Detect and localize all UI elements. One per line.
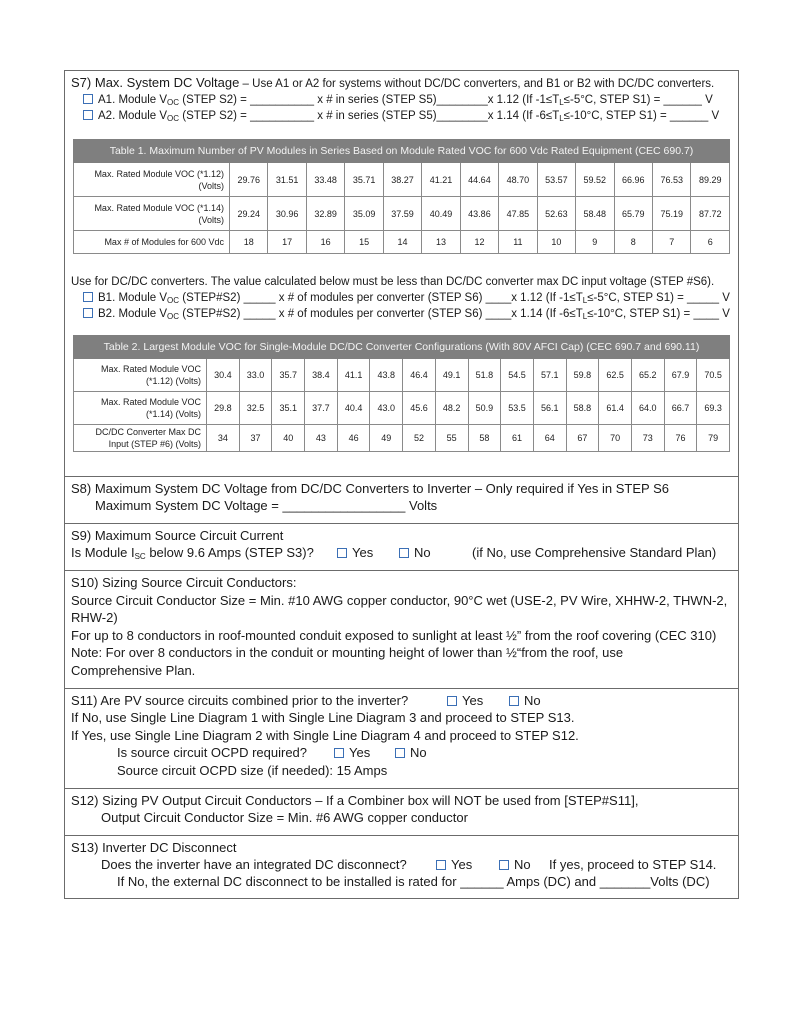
table1 — [73, 139, 730, 254]
s13-yes-label: Yes — [451, 857, 473, 872]
table2-cell: 79 — [697, 425, 730, 452]
table1-row — [74, 163, 730, 197]
table2-cell: 48.2 — [435, 392, 468, 425]
s13-line1: S13) Inverter DC Disconnect — [71, 840, 237, 855]
s11-line2: If No, use Single Line Diagram 1 with Single Line Diagram 3 and proceed to STEP S13. — [71, 710, 575, 725]
s11-question2: Is source circuit OCPD required? — [117, 745, 308, 760]
s11-ocpd-yes-checkbox[interactable] — [334, 748, 344, 758]
table2-cell: 40.4 — [337, 392, 370, 425]
table1-cell: 16 — [306, 231, 344, 254]
table1-cell: 31.51 — [268, 163, 306, 197]
table1-cell: 58.48 — [576, 197, 614, 231]
table1-cell: 37.59 — [383, 197, 421, 231]
table2-cell: 45.6 — [403, 392, 436, 425]
table1-row-label: Max # of Modules for 600 Vdc — [74, 231, 230, 254]
table1-cell: 29.24 — [230, 197, 268, 231]
table1-cell: 13 — [422, 231, 460, 254]
table2-cell: 66.7 — [664, 392, 697, 425]
table2-cell: 54.5 — [501, 359, 534, 392]
table1-cell: 35.71 — [345, 163, 383, 197]
table1-caption: Table 1. Maximum Number of PV Modules in Series Based on Module Rated VOC for 600 Vdc Rated Equipment (CEC 690.7) — [74, 140, 730, 163]
table2-cell: 29.8 — [207, 392, 240, 425]
table1-cell: 48.70 — [499, 163, 537, 197]
table2-cell: 37 — [239, 425, 272, 452]
table2-caption: Table 2. Largest Module VOC for Single-Module DC/DC Converter Configurations (With 80V AFCI Cap) (CEC 690.7 and 690.11) — [74, 336, 730, 359]
table1-cell: 33.48 — [306, 163, 344, 197]
table2-cell: 34 — [207, 425, 240, 452]
b2-pre: B2. Module V — [98, 308, 168, 320]
s11-yes-checkbox[interactable] — [447, 696, 457, 706]
b1-sub: OC — [167, 296, 180, 305]
table1-row-label: Max. Rated Module VOC (*1.14) (Volts) — [74, 197, 230, 231]
table1-cell: 53.57 — [537, 163, 575, 197]
table1-cell: 59.52 — [576, 163, 614, 197]
s9-yes-option[interactable] — [337, 544, 373, 561]
table2-cell: 32.5 — [239, 392, 272, 425]
s13-yes-option[interactable] — [436, 856, 472, 873]
table2-cell: 43.8 — [370, 359, 403, 392]
table2-cell: 46 — [337, 425, 370, 452]
table1-cell: 29.76 — [230, 163, 268, 197]
table1-cell: 17 — [268, 231, 306, 254]
table2-cell: 70 — [599, 425, 632, 452]
s11-ocpd-no-option[interactable] — [395, 744, 427, 761]
table1-cell: 52.63 — [537, 197, 575, 231]
table2-cell: 37.7 — [305, 392, 338, 425]
table2-cell: 40 — [272, 425, 305, 452]
table2-row — [74, 359, 730, 392]
s13-no-option[interactable] — [499, 856, 531, 873]
table2-cell: 61.4 — [599, 392, 632, 425]
table1-cell: 43.86 — [460, 197, 498, 231]
table1-row — [74, 197, 730, 231]
table1-cell: 15 — [345, 231, 383, 254]
s12-line2: Output Circuit Conductor Size = Min. #6 AWG copper conductor — [101, 810, 468, 825]
table2-cell: 50.9 — [468, 392, 501, 425]
s11-no-checkbox[interactable] — [509, 696, 519, 706]
b2-sub2: L — [582, 312, 588, 321]
table2-cell: 67.9 — [664, 359, 697, 392]
b1-pre: B1. Module V — [98, 292, 168, 304]
table1-cell: 18 — [230, 231, 268, 254]
s11-yes-option[interactable] — [447, 692, 483, 709]
table2-cell: 70.5 — [697, 359, 730, 392]
s12-line1: S12) Sizing PV Output Circuit Conductors – If a Combiner box will NOT be used from [STEP#S11], — [71, 793, 639, 808]
s7-a2-row — [83, 108, 719, 127]
s9-note: (if No, use Comprehensive Standard Plan) — [472, 545, 717, 560]
table2-cell: 58.8 — [566, 392, 599, 425]
a2-checkbox[interactable] — [83, 110, 93, 120]
a1-sub2: L — [559, 98, 564, 107]
table2-cell: 65.2 — [631, 359, 664, 392]
table2-cell: 49 — [370, 425, 403, 452]
table1-cell: 9 — [576, 231, 614, 254]
a1-post: ≤-5°C, STEP S1) = ______ V — [563, 94, 713, 106]
table1-cell: 47.85 — [499, 197, 537, 231]
table2-cell: 57.1 — [533, 359, 566, 392]
b2-post: ≤-10°C, STEP S1) = ____ V — [587, 308, 730, 320]
table1-cell: 7 — [652, 231, 690, 254]
b1-checkbox[interactable] — [83, 292, 93, 302]
s9-question — [71, 544, 314, 565]
table2-cell: 76 — [664, 425, 697, 452]
table2-cell: 30.4 — [207, 359, 240, 392]
table2-cell: 49.1 — [435, 359, 468, 392]
s7-b2-row — [83, 306, 730, 325]
s10-line-3: For up to 8 conductors in roof-mounted conduit exposed to sunlight at least ½” from the roof covering (CEC 310) — [71, 628, 717, 643]
s10-line-2: RHW-2) — [71, 610, 118, 625]
a1-sub: OC — [167, 98, 180, 107]
s13-question: Does the inverter have an integrated DC disconnect? — [101, 857, 407, 872]
table1-cell: 40.49 — [422, 197, 460, 231]
s11-no-option[interactable] — [509, 692, 541, 709]
table1-cell: 12 — [460, 231, 498, 254]
divider-s10 — [65, 570, 738, 571]
s11-no-label: No — [524, 693, 541, 708]
a2-pre: A2. Module V — [98, 110, 168, 122]
table1-row-label: Max. Rated Module VOC (*1.12) (Volts) — [74, 163, 230, 197]
table2-cell: 43.0 — [370, 392, 403, 425]
divider-s8 — [65, 476, 738, 477]
divider-s9 — [65, 523, 738, 524]
b1-post: ≤-5°C, STEP S1) = _____ V — [587, 292, 730, 304]
table2-cell: 64.0 — [631, 392, 664, 425]
form-frame — [64, 70, 739, 899]
table1-cell: 32.89 — [306, 197, 344, 231]
a2-sub: OC — [167, 114, 180, 123]
table1-cell: 30.96 — [268, 197, 306, 231]
table2-row-label: DC/DC Converter Max DC Input (STEP #6) (Volts) — [74, 425, 207, 452]
table1-cell: 14 — [383, 231, 421, 254]
table2-cell: 58 — [468, 425, 501, 452]
table1-cell: 38.27 — [383, 163, 421, 197]
table2-cell: 46.4 — [403, 359, 436, 392]
table2 — [73, 335, 730, 452]
s8-line2: Maximum System DC Voltage = _________________ Volts — [95, 498, 438, 513]
table2-cell: 55 — [435, 425, 468, 452]
s11-line5: Source circuit OCPD size (if needed): 15 Amps — [117, 763, 388, 778]
s10-line-1: Source Circuit Conductor Size = Min. #10 AWG copper conductor, 90°C wet (USE-2, PV Wire, XHHW-2, THWN-2, — [71, 593, 728, 608]
table2-cell: 59.8 — [566, 359, 599, 392]
s9-no-label: No — [414, 545, 431, 560]
table1-cell: 75.19 — [652, 197, 690, 231]
table1-cell: 11 — [499, 231, 537, 254]
table1-cell: 44.64 — [460, 163, 498, 197]
table2-row-label: Max. Rated Module VOC (*1.12) (Volts) — [74, 359, 207, 392]
s9-q-post: below 9.6 Amps (STEP S3)? — [145, 545, 314, 560]
table2-cell: 35.7 — [272, 359, 305, 392]
b2-sub: OC — [167, 312, 180, 321]
table2-row-label: Max. Rated Module VOC (*1.14) (Volts) — [74, 392, 207, 425]
divider-s11 — [65, 688, 738, 689]
s13-line3: If No, the external DC disconnect to be installed is rated for ______ Amps (DC) and _______Volts (DC) — [117, 874, 710, 889]
table1-cell: 41.21 — [422, 163, 460, 197]
b1-sub2: L — [582, 296, 588, 305]
table1-cell: 89.29 — [691, 163, 730, 197]
table2-cell: 67 — [566, 425, 599, 452]
s7-title: Max. System DC Voltage — [94, 75, 240, 90]
s11-ocpd-yes-option[interactable] — [334, 744, 370, 761]
table1-cell: 65.79 — [614, 197, 652, 231]
a2-sub2: L — [559, 114, 564, 123]
divider-s13 — [65, 835, 738, 836]
table2-cell: 41.1 — [337, 359, 370, 392]
a2-mid: (STEP S2) = __________ x # in series (STEP S5)________x 1.14 (If -6≤T — [179, 110, 560, 122]
b2-mid: (STEP#S2) _____ x # of modules per converter (STEP S6) ____x 1.14 (If -6≤T — [179, 308, 583, 320]
table2-cell: 61 — [501, 425, 534, 452]
a1-checkbox[interactable] — [83, 94, 93, 104]
table2-cell: 43 — [305, 425, 338, 452]
s9-line1: S9) Maximum Source Circuit Current — [71, 528, 284, 543]
b2-checkbox[interactable] — [83, 308, 93, 318]
table2-row — [74, 425, 730, 452]
dcdc-note: Use for DC/DC converters. The value calculated below must be less than DC/DC converter max DC input voltage (STEP #S6). — [71, 276, 715, 288]
table1-cell: 8 — [614, 231, 652, 254]
table2-cell: 38.4 — [305, 359, 338, 392]
table2-cell: 73 — [631, 425, 664, 452]
table1-cell: 76.53 — [652, 163, 690, 197]
s10-line-0: S10) Sizing Source Circuit Conductors: — [71, 575, 297, 590]
table2-cell: 56.1 — [533, 392, 566, 425]
s13-yes-checkbox[interactable] — [436, 860, 446, 870]
a1-pre: A1. Module V — [98, 94, 168, 106]
s11-line3: If Yes, use Single Line Diagram 2 with Single Line Diagram 4 and proceed to STEP S12. — [71, 728, 579, 743]
table1-cell: 87.72 — [691, 197, 730, 231]
table2-cell: 51.8 — [468, 359, 501, 392]
s11-question: S11) Are PV source circuits combined prior to the inverter? — [71, 693, 409, 708]
s11-ocpd-no-label: No — [410, 745, 427, 760]
s7-note: – Use A1 or A2 for systems without DC/DC converters, and B1 or B2 with DC/DC converters. — [239, 78, 715, 90]
table2-cell: 64 — [533, 425, 566, 452]
table2-cell: 35.1 — [272, 392, 305, 425]
s9-yes-checkbox[interactable] — [337, 548, 347, 558]
s13-no-label: No — [514, 857, 531, 872]
table1-cell: 66.96 — [614, 163, 652, 197]
s13-no-checkbox[interactable] — [499, 860, 509, 870]
s11-ocpd-no-checkbox[interactable] — [395, 748, 405, 758]
s7-code: S7) — [71, 75, 92, 90]
table1-row — [74, 231, 730, 254]
table2-cell: 52 — [403, 425, 436, 452]
table1-cell: 10 — [537, 231, 575, 254]
s9-q-pre: Is Module I — [71, 545, 135, 560]
b1-mid: (STEP#S2) _____ x # of modules per converter (STEP S6) ____x 1.12 (If -1≤T — [179, 292, 583, 304]
table1-cell: 35.09 — [345, 197, 383, 231]
s7-heading — [71, 74, 714, 93]
s10-line-4: Note: For over 8 conductors in the conduit or mounting height of lower than ½“from the roof, use — [71, 645, 624, 660]
s9-q-sub: SC — [134, 552, 146, 561]
s11-yes-label: Yes — [462, 693, 484, 708]
divider-s12 — [65, 788, 738, 789]
s9-no-checkbox[interactable] — [399, 548, 409, 558]
table2-cell: 53.5 — [501, 392, 534, 425]
s9-no-option[interactable] — [399, 544, 431, 561]
s10-line-5: Comprehensive Plan. — [71, 663, 196, 678]
table1-cell: 6 — [691, 231, 730, 254]
s11-ocpd-yes-label: Yes — [349, 745, 371, 760]
table2-cell: 62.5 — [599, 359, 632, 392]
s8-line1: S8) Maximum System DC Voltage from DC/DC Converters to Inverter – Only required if Yes in STEP S6 — [71, 481, 669, 496]
a1-mid: (STEP S2) = __________ x # in series (STEP S5)________x 1.12 (If -1≤T — [179, 94, 560, 106]
table2-row — [74, 392, 730, 425]
table2-cell: 33.0 — [239, 359, 272, 392]
s9-yes-label: Yes — [352, 545, 374, 560]
table2-cell: 69.3 — [697, 392, 730, 425]
s13-after: If yes, proceed to STEP S14. — [549, 857, 717, 872]
a2-post: ≤-10°C, STEP S1) = ______ V — [563, 110, 720, 122]
